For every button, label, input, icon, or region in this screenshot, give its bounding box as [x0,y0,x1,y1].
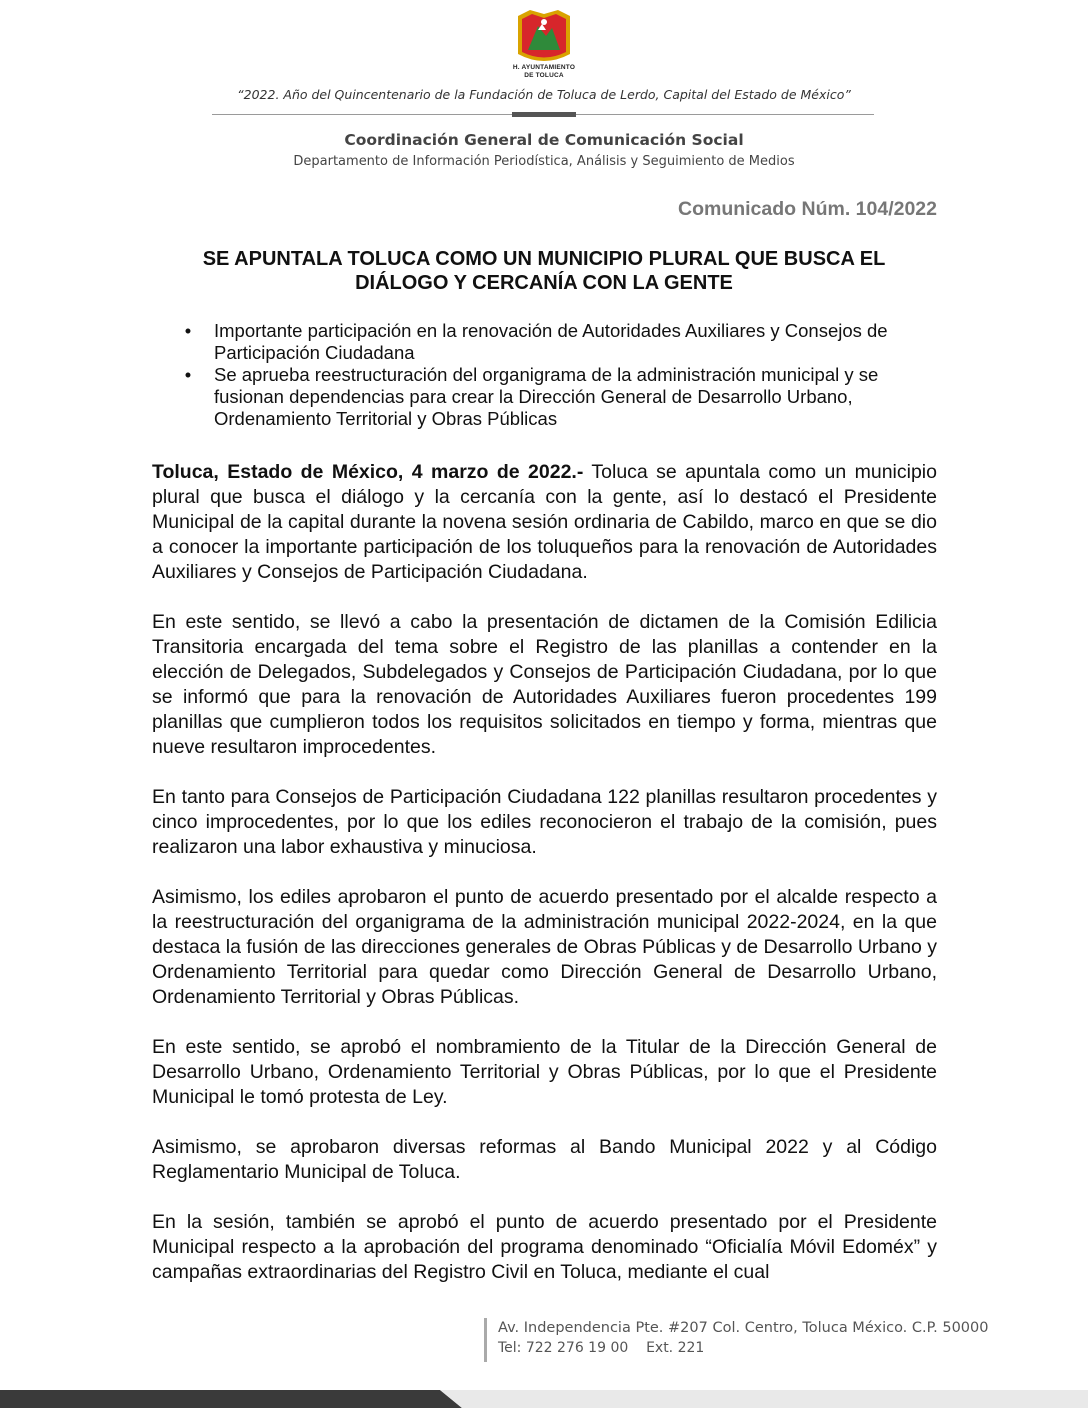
press-release-number: Comunicado Núm. 104/2022 [677,198,937,220]
dateline: Toluca, Estado de México, 4 marzo de 2022.- [152,461,584,483]
coordination-title: Coordinación General de Comunicación Social [344,131,744,149]
logo-caption-line1: H. AYUNTAMIENTO [512,64,576,71]
article-body [152,460,937,1310]
header-divider-accent [512,112,576,117]
year-slogan: “2022. Año del Quincentenario de la Fundación de Toluca de Lerdo, Capital del Estado de México” [237,87,851,102]
paragraph-3: En tanto para Consejos de Participación Ciudadana 122 planillas resultaron procedentes y cinco improcedentes, por lo que los ediles reconocieron el trabajo de la comisión, pues realizaron una labor exhaustiva y minuciosa. [152,786,937,858]
department-subtitle: Departamento de Información Periodística, Análisis y Seguimiento de Medios [293,154,795,169]
bottom-decorative-band [0,1384,1088,1408]
logo-caption-line2: DE TOLUCA [524,72,564,79]
summary-bullets [152,320,942,430]
headline-line-1: SE APUNTALA TOLUCA COMO UN MUNICIPIO PLURAL QUE BUSCA EL [202,248,886,270]
paragraph-1-text: Toluca se apuntala como un municipio plural que busca el diálogo y la cercanía con la gente, así lo destacó el Presidente Municipal de la capital durante la novena sesión ordinaria de Cabildo, marco en que se dio a conocer la importante participación de los toluqueños para la renovación de Autoridades Auxiliares y Consejos de Participación Ciudadana. [152,461,937,583]
paragraph-5: En este sentido, se aprobó el nombramiento de la Titular de la Dirección General de Desarrollo Urbano, Ordenamiento Territorial y Obras Públicas, por lo que el Presidente Municipal le tomó protesta de Ley. [152,1036,937,1108]
footer-divider [484,1318,487,1362]
headline-line-2: DIÁLOGO Y CERCANÍA CON LA GENTE [355,272,733,294]
footer-address: Av. Independencia Pte. #207 Col. Centro, Toluca México. C.P. 50000 [498,1320,989,1336]
footer-phone: Tel: 722 276 19 00 Ext. 221 [498,1340,705,1356]
bullet-icon: • [184,364,192,385]
bullet-text: Importante participación en la renovación de Autoridades Auxiliares y Consejos de Participación Ciudadana [214,320,888,363]
bullet-icon: • [184,320,192,341]
bullet-text: Se aprueba reestructuración del organigrama de la administración municipal y se fusionan dependencias para crear la Dirección General de Desarrollo Urbano, Ordenamiento Territorial y Obras Públicas [214,364,879,429]
logo-caption [490,64,598,80]
paragraph-6: Asimismo, se aprobaron diversas reformas al Bando Municipal 2022 y al Código Reglamentario Municipal de Toluca. [152,1136,937,1183]
summary-bullet [152,320,942,364]
paragraph-2: En este sentido, se llevó a cabo la presentación de dictamen de la Comisión Edilicia Transitoria encargada del tema sobre el Registro de las planillas a contender en la elección de Delegados, Subdelegados y Consejos de Participación Ciudadana, por lo que se informó que para la renovación de Autoridades Auxiliares fueron procedentes 199 planillas que cumplieron todos los requisitos solicitados en tiempo y forma, mientras que nueve resultaron improcedentes. [152,611,937,758]
paragraph-4: Asimismo, los ediles aprobaron el punto de acuerdo presentado por el alcalde respecto a la reestructuración del organigrama de la administración municipal 2022-2024, en la que destaca la fusión de las direcciones generales de Obras Públicas y de Desarrollo Urbano y Ordenamiento Territorial para quedar como Dirección General de Desarrollo Urbano, Ordenamiento Territorial y Obras Públicas. [152,886,937,1008]
paragraph-7: En la sesión, también se aprobó el punto de acuerdo presentado por el Presidente Municipal respecto a la aprobación del programa denominado “Oficialía Móvil Edoméx” y campañas extraordinarias del Registro Civil en Toluca, mediante el cual [152,1211,937,1283]
headline [152,247,936,295]
paragraph-1 [152,460,937,585]
summary-bullet [152,364,942,430]
